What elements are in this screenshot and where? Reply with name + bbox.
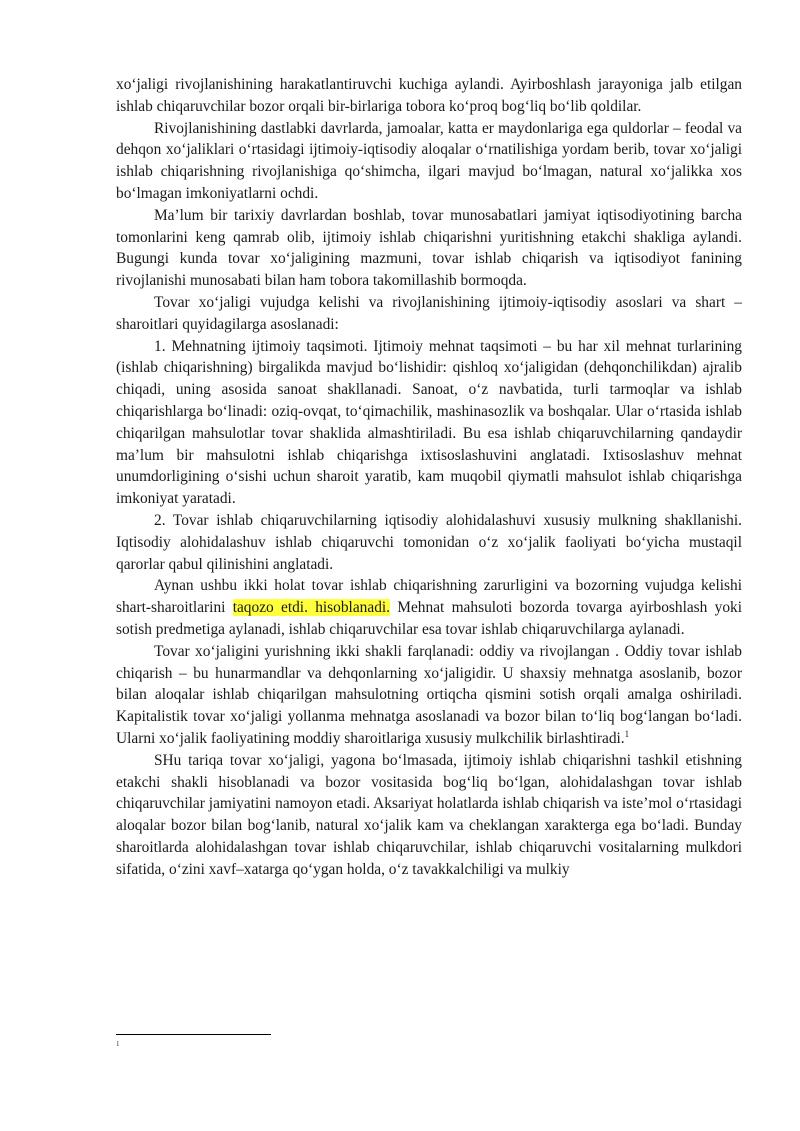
document-body [116,74,742,880]
paragraph-text: Mehnat mahsuloti bozorda tovarga ayirboshlash yoki sotish predmetiga aylanadi, ishlab chiqaruvchilar esa tovar ishlab chiqaruvchilarga aylanadi. [116,599,743,638]
paragraph-text: Tovar xo‘jaligini yurishning ikki shakli farqlanadi: oddiy va rivojlangan . Oddiy tovar ishlab chiqarish – bu hunarmandlar va dehqonlarning xo‘jaligidir. U shaxsiy mehnatga asoslanib, bozor bilan aloqalar ishlab chiqarilgan mahsulotning ortiqcha qismini sotish orqali amalga oshiriladi. Kapitalistik tovar xo‘jaligi yollanma mehnatga asoslanadi va bozor bilan to‘liq bog‘langan bo‘ladi. Ularni xo‘jalik faoliyatining moddiy sharoitlariga xususiy mulkchilik birlashtiradi. [116,642,742,747]
paragraph-two-forms [116,641,742,750]
footnote-separator [116,1034,271,1035]
paragraph-conditions-intro: Tovar xo‘jaligi vujudga kelishi va rivojlanishining ijtimoiy-iqtisodiy asoslari va shart – sharoitlari quyidagilarga asoslanadi: [116,293,742,333]
paragraph-text: Aynan ushbu ikki holat tovar ishlab chiqarishning zarurligini va bozorning vujudga kelishi shart-sharoitlarini [116,577,742,617]
paragraph-division-of-labor: 1. Mehnatning ijtimoiy taqsimoti. Ijtimoiy mehnat taqsimoti – bu har xil mehnat turlarining (ishlab chiqarishning) birgalikda mavjud bo‘lishidir: qishloq xo‘jaligidan (dehqonchilikdan) ajralib chiqadi, uning asosida sanoat shakllanadi. Sanoat, o‘z navbatida, turli tarmoqlar va ishlab chiqarishlarga bo‘linadi: oziq-ovqat, to‘qimachilik, mashinasozlik va boshqalar. Ular o‘rtasida ishlab chiqarilgan mahsulotlar tovar shaklida almashtiriladi. Bu esa ishlab chiqaruvchilarning qandaydir ma’lum bir mahsulotni ishlab chiqarishga ixtisoslashuvini anglatadi. Ixtisoslashuv mehnat unumdorligining o‘sishi uchun sharoit yaratib, kam muqobil qiymatli mahsulot ishlab chiqarishga imkoniyat yaratadi. [116,337,742,508]
paragraph-leading-form: SHu tariqa tovar xo‘jaligi, yagona bo‘lmasada, ijtimoiy ishlab chiqarishni tashkil etishning etakchi shakli hisoblanadi va bozor vositasida bog‘liq bo‘lgan, alohidalashgan tovar ishlab chiqaruvchilar jamiyatini namoyon etadi. Aksariyat holatlarda ishlab chiqarish va iste’mol o‘rtasidagi aloqalar bozor bilan bog‘lanib, natural xo‘jalik kam va cheklangan xarakterga ega bo‘ladi. Bunday sharoitlarda alohidalashgan tovar ishlab chiqaruvchilar, ishlab chiqaruvchi vositalarning mulkdori sifatida, o‘zini xavf–xatarga qo‘ygan holda, o‘z tavakkalchiligi va mulkiy [116,751,742,878]
footnote-marker: 1 [116,1040,120,1048]
paragraph-economic-separation: 2. Tovar ishlab chiqaruvchilarning iqtisodiy alohidalashuvi xususiy mulkning shakllanishi. Iqtisodiy alohidalashuv ishlab chiqaruvchi tomonidan o‘z xo‘jalik faoliyati bo‘yicha mustaqil qarorlar qabul qilinishini anglatadi. [116,511,742,573]
paragraph-two-conditions [116,575,742,640]
highlighted-text: taqozo etdi. hisoblanadi. [232,599,391,617]
paragraph-continuation: xo‘jaligi rivojlanishining harakatlantiruvchi kuchiga aylandi. Ayirboshlash jarayoniga jalb etilgan ishlab chiqaruvchilar bozor orqali bir-birlariga tobora ko‘proq bog‘liq bo‘lib qoldilar. [116,76,742,115]
paragraph-early-development: Rivojlanishining dastlabki davrlarda, jamoalar, katta er maydonlariga ega quldorlar – feodal va dehqon xo‘jaliklari o‘rtasidagi ijtimoiy-iqtisodiy aloqalar o‘rnatilishiga yordam berib, tovar xo‘jaligi ishlab chiqarishning rivojlanishiga qo‘shimcha, ilgari mavjud bo‘lmagan, natural xo‘jalikka xos bo‘lmagan imkoniyatlarni ochdi. [116,119,742,202]
footnote-reference[interactable]: 1 [624,728,630,739]
paragraph-historical-periods: Ma’lum bir tarixiy davrlardan boshlab, tovar munosabatlari jamiyat iqtisodiyotining barcha tomonlarini keng qamrab olib, ijtimoiy ishlab chiqarishni yuritishning etakchi shakliga aylandi. Bugungi kunda tovar xo‘jaligining mazmuni, tovar ishlab chiqarish va iqtisodiyot fanining rivojlanishi munosabati bilan ham tobora takomillashib bormoqda. [116,206,742,290]
